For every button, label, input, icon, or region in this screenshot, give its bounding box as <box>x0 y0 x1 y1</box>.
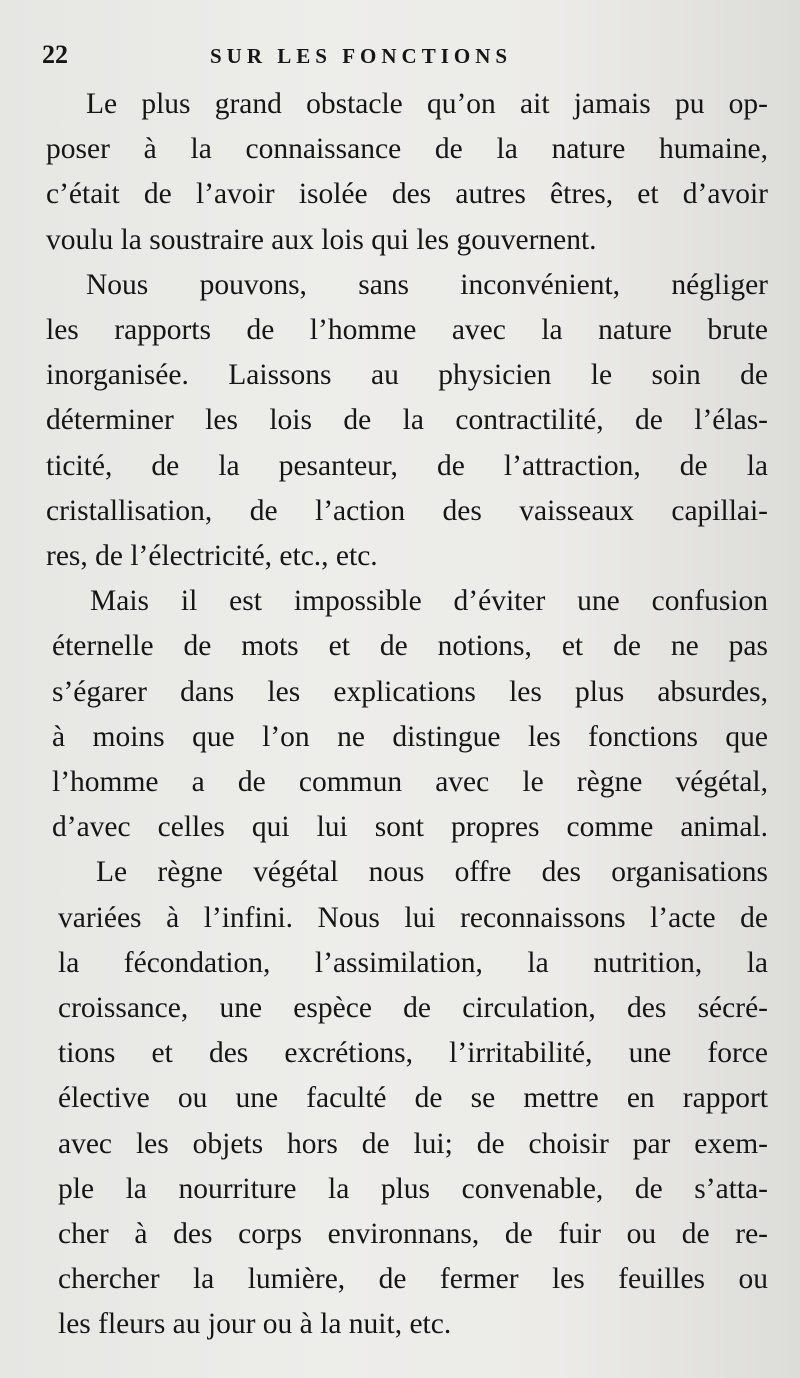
text-line: ticité, de la pesanteur, de l’attraction, de la <box>46 449 768 482</box>
text-line: d’avec celles qui lui sont propres comme animal. <box>52 811 768 844</box>
text-line: cristallisation, de l’action des vaisseaux capillai- <box>46 494 768 527</box>
paragraph <box>46 82 768 263</box>
text-line: chercher la lumière, de fermer les feuilles ou <box>58 1263 768 1296</box>
text-line: voulu la soustraire aux lois qui les gouvernent. <box>46 223 597 256</box>
text-line: élective ou une faculté de se mettre en rapport <box>58 1082 768 1115</box>
text-line: inorganisée. Laissons au physicien le soin de <box>46 359 768 392</box>
body-text <box>46 82 768 1348</box>
text-line: la fécondation, l’assimilation, la nutrition, la <box>58 946 768 979</box>
text-line: croissance, une espèce de circulation, des sécré- <box>58 992 768 1025</box>
text-line: poser à la connaissance de la nature humaine, <box>46 133 768 166</box>
text-line: tions et des excrétions, l’irritabilité, une force <box>58 1037 768 1070</box>
text-line: variées à l’infini. Nous lui reconnaissons l’acte de <box>58 901 768 934</box>
text-line: Le règne végétal nous offre des organisations <box>96 856 768 889</box>
text-line: les rapports de l’homme avec la nature brute <box>46 314 768 347</box>
text-line: Nous pouvons, sans inconvénient, négliger <box>86 268 768 301</box>
page-number: 22 <box>42 40 68 69</box>
paragraph <box>46 263 768 579</box>
paragraph <box>46 579 768 850</box>
text-line: res, de l’électricité, etc., etc. <box>46 540 378 573</box>
paragraph <box>46 850 768 1347</box>
text-line: avec les objets hors de lui; de choisir par exem- <box>58 1127 768 1160</box>
text-line: cher à des corps environnans, de fuir ou de re- <box>58 1218 768 1251</box>
text-line: déterminer les lois de la contractilité, de l’élas- <box>46 404 768 437</box>
text-line: l’homme a de commun avec le règne végétal, <box>52 766 768 799</box>
page-header <box>42 40 760 74</box>
text-line: c’était de l’avoir isolée des autres êtres, et d’avoir <box>46 178 768 211</box>
text-line: à moins que l’on ne distingue les fonctions que <box>52 720 768 753</box>
text-line: éternelle de mots et de notions, et de ne pas <box>52 630 768 663</box>
text-line: Le plus grand obstacle qu’on ait jamais pu op- <box>86 88 768 120</box>
text-line: ple la nourriture la plus convenable, de s’atta- <box>58 1172 768 1205</box>
text-line: les fleurs au jour ou à la nuit, etc. <box>58 1308 452 1341</box>
text-line: Mais il est impossible d’éviter une confusion <box>90 585 768 618</box>
running-head: SUR LES FONCTIONS <box>210 44 513 68</box>
text-line: s’égarer dans les explications les plus absurdes, <box>52 675 768 708</box>
